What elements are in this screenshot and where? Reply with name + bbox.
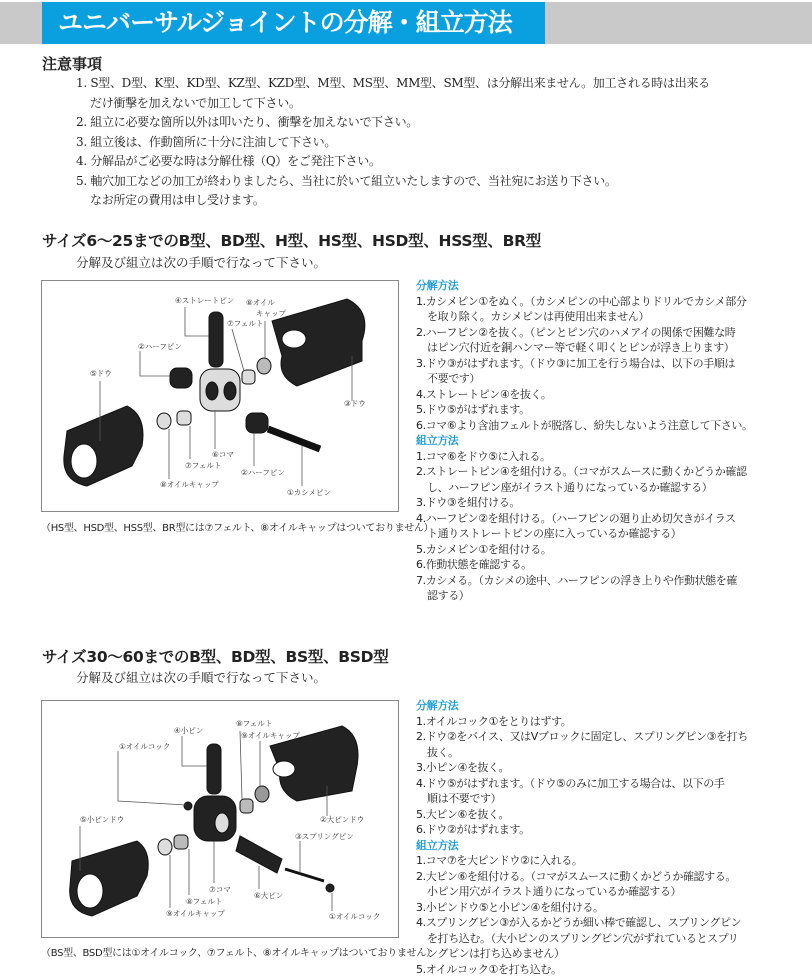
assembly-heading: 組立方法 <box>416 433 756 449</box>
label-oil-cock-bottom: ①オイルコック <box>329 911 380 922</box>
section2-steps <box>416 698 756 977</box>
step-line: を打ち込む。（大小ピンのスプリングピン穴がずれているとスプリ <box>416 931 756 947</box>
step-line: 1.オイルコック①をとりはずす。 <box>416 714 756 730</box>
note-line: 3. 組立後は、作動箇所に十分に注油して下さい。 <box>76 133 710 153</box>
note-line: だけ衝撃を加えないで加工して下さい。 <box>76 94 710 114</box>
half-pin-shape <box>170 368 192 388</box>
exploded-joint-illustration <box>42 281 400 513</box>
step-line: を取り除く。カシメピンは再使用出来ません） <box>416 309 756 325</box>
step-line: 3.ドウ③がはずれます。（ドウ③に加工を行う場合は、以下の手順は <box>416 356 756 372</box>
label-yoke-3: ③ドウ <box>344 398 366 409</box>
step-line: 6.作動状態を確認する。 <box>416 557 756 573</box>
section1-caption: （HS型、HSD型、HSS型、BR型には⑦フェルト、⑧オイルキャップはついておりません） <box>41 519 433 534</box>
disassembly-heading: 分解方法 <box>416 698 756 714</box>
label-oil-cap-bottom: ⑨オイルキャップ <box>166 908 225 919</box>
section2-caption: （BS型、BSD型には①オイルコック、⑦フェルト、⑧オイルキャップはついておりません） <box>41 944 436 959</box>
step-line: 認する） <box>416 588 756 604</box>
step-line: 4.スプリングピン③が入るかどうか細い棒で確認し、スプリングピン <box>416 915 756 931</box>
step-line: 1.カシメピン①をぬく。（カシメピンの中心部よりドリルでカシメ部分 <box>416 294 756 310</box>
label-oil-cap-bottom: ⑧オイルキャップ <box>160 479 219 490</box>
step-line: 5.カシメピン①を組付ける。 <box>416 542 756 558</box>
page-title: ユニバーサルジョイントの分解・組立方法 <box>42 2 545 44</box>
step-line: 2.ドウ②をバイス、又はVブロックに固定し、スプリングピン③を打ち <box>416 729 756 745</box>
label-oil-cap: ⑧オイル <box>246 297 275 308</box>
step-line: 3.小ピン④を抜く。 <box>416 760 756 776</box>
cross-block-shape <box>194 796 236 841</box>
notes-list <box>76 74 710 211</box>
label-oil-cock: ①オイルコック <box>119 741 170 752</box>
step-line: 3.小ピンドウ⑤と小ピン④を組付ける。 <box>416 900 756 916</box>
step-line: 小ピン用穴がイラスト通りになっているか確認する） <box>416 884 756 900</box>
label-half-pin-bottom: ②ハーフピン <box>241 467 285 478</box>
label-cross-block: ⑦コマ <box>209 884 231 895</box>
notes-heading: 注意事項 <box>42 53 102 74</box>
straight-pin-shape <box>209 312 223 367</box>
disassembly-heading: 分解方法 <box>416 278 756 294</box>
assembly-heading: 組立方法 <box>416 838 756 854</box>
step-line: 7.カシメる。（カシメの途中、ハーフピンの浮き上りや作動状態を確 <box>416 573 756 589</box>
label-felt: ⑧フェルト <box>236 718 272 729</box>
note-line: 4. 分解品がご必要な時は分解仕様（Q）をご発注下さい。 <box>76 152 710 172</box>
note-line: なお所定の費用は申し受けます。 <box>76 191 710 211</box>
label-spring-pin: ③スプリングピン <box>295 831 354 842</box>
step-line: 順は不要です） <box>416 791 756 807</box>
step-line: 1.コマ⑦を大ピンドウ②に入れる。 <box>416 853 756 869</box>
label-straight-pin: ④ストレートピン <box>175 295 234 306</box>
label-caulking-pin: ①カシメピン <box>287 487 331 498</box>
step-line: 抜く。 <box>416 745 756 761</box>
label-small-pin: ④小ピン <box>174 725 203 736</box>
note-line: 1. S型、D型、K型、KD型、KZ型、KZD型、M型、MS型、MM型、SM型、は分解出来ません。加工される時は出来る <box>76 74 710 94</box>
step-line: 4.ストレートピン④を抜く。 <box>416 387 756 403</box>
label-large-pin: ⑥大ピン <box>254 890 283 901</box>
step-line: ト通りストレートピンの座に入っているか確認する） <box>416 526 756 542</box>
section2-heading: サイズ30～60までのB型、BD型、BS型、BSD型 <box>42 645 388 667</box>
label-small-pin-yoke: ⑤小ピンドウ <box>80 814 124 825</box>
section1-heading: サイズ6～25までのB型、BD型、H型、HS型、HSD型、HSS型、BR型 <box>42 229 541 251</box>
step-line: し、ハーフピン座がイラスト通りになっているか確認する） <box>416 480 756 496</box>
note-line: 2. 組立に必要な箇所以外は叩いたり、衝撃を加えないで下さい。 <box>76 113 710 133</box>
step-line: 3.ドウ③を組付ける。 <box>416 495 756 511</box>
label-felt-bottom: ⑦フェルト <box>185 460 221 471</box>
step-line: 4.ハーフピン②を組付ける。（ハーフピンの廻り止め切欠きがイラス <box>416 511 756 527</box>
step-line: 1.コマ⑥をドウ⑤に入れる。 <box>416 449 756 465</box>
label-half-pin: ②ハーフピン <box>138 341 182 352</box>
step-line: 6.ドウ②がはずれます。 <box>416 822 756 838</box>
section1-diagram <box>41 280 399 512</box>
step-line: 2.ストレートピン④を組付ける。（コマがスムースに動くかどうか確認 <box>416 464 756 480</box>
step-line: 4.ドウ⑤がはずれます。（ドウ⑤のみに加工する場合は、以下の手 <box>416 776 756 792</box>
step-line: 2.大ピン⑥を組付ける。（コマがスムースに動くかどうか確認する。 <box>416 869 756 885</box>
label-felt-bottom: ⑧フェルト <box>186 896 222 907</box>
step-line: 5.大ピン⑥を抜く。 <box>416 807 756 823</box>
step-line: 2.ハーフピン②を抜く。（ピンとピン穴のハメアイの関係で困難な時 <box>416 325 756 341</box>
step-line: 不要です） <box>416 371 756 387</box>
step-line: ングピンは打ち込めません） <box>416 946 756 962</box>
label-cross-block: ⑥コマ <box>212 449 234 460</box>
section1-subtitle: 分解及び組立は次の手順で行なって下さい。 <box>76 253 326 271</box>
label-large-pin-yoke: ②大ピンドウ <box>320 814 364 825</box>
section1-steps <box>416 278 756 604</box>
section2-subtitle: 分解及び組立は次の手順で行なって下さい。 <box>76 668 326 686</box>
step-line: 5.オイルコック①を打ち込む。 <box>416 962 756 977</box>
label-felt: ⑦フェルト <box>227 318 263 329</box>
step-line: 6.コマ⑥より含油フェルトが脱落し、紛失しないよう注意して下さい。 <box>416 418 756 434</box>
section2-diagram <box>41 700 399 938</box>
step-line: 5.ドウ⑤がはずれます。 <box>416 402 756 418</box>
small-pin-shape <box>207 744 221 794</box>
label-yoke-5: ⑤ドウ <box>90 368 112 379</box>
step-line: はピン穴付近を銅ハンマー等で軽く叩くとピンが浮き上ります） <box>416 340 756 356</box>
label-oil-cap: ⑨オイルキャップ <box>241 730 300 741</box>
note-line: 5. 軸穴加工などの加工が終わりましたら、当社に於いて組立いたしますので、当社宛にお送り下さい。 <box>76 172 710 192</box>
label-oil-cap-2: キャップ <box>256 308 286 319</box>
